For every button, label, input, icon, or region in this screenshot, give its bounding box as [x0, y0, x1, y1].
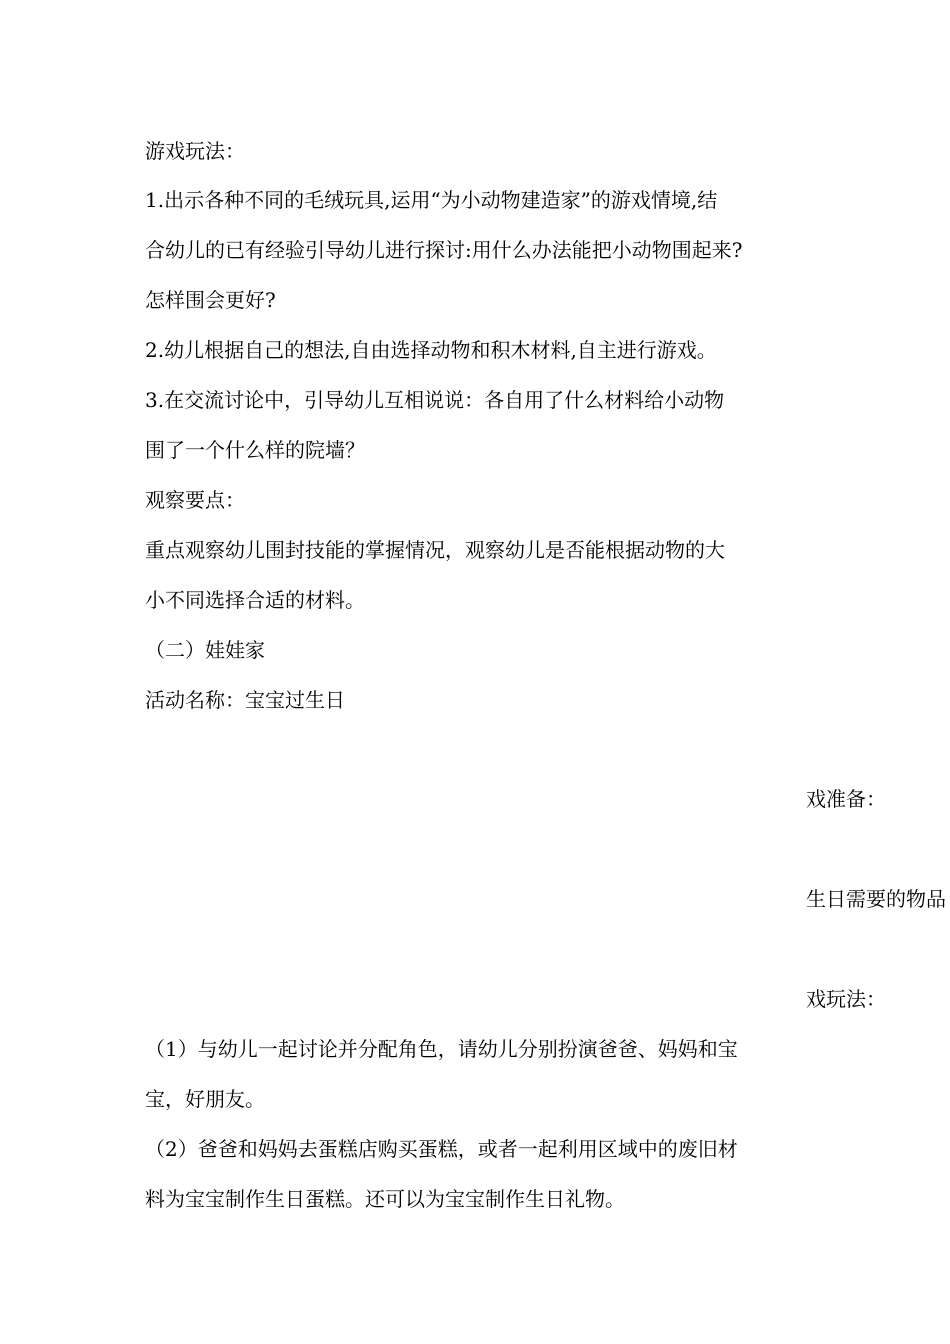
- paragraph-line: 生日需要的物品: [806, 887, 946, 911]
- heading-game-method: 戏玩法：: [806, 987, 886, 1011]
- paragraph-line: 重点观察幼儿围封技能的掌握情况，观察幼儿是否能根据动物的大: [145, 538, 725, 562]
- paragraph-line: 宝，好朋友。: [145, 1087, 265, 1111]
- activity-name: 活动名称：宝宝过生日: [145, 688, 345, 712]
- paragraph-line: （2）爸爸和妈妈去蛋糕店购买蛋糕，或者一起利用区域中的废旧材: [145, 1137, 738, 1161]
- paragraph-line: （1）与幼儿一起讨论并分配角色，请幼儿分别扮演爸爸、妈妈和宝: [145, 1037, 738, 1061]
- paragraph-line: 2.幼儿根据自己的想法,自由选择动物和积木材料,自主进行游戏。: [145, 338, 717, 362]
- paragraph-line: 怎样围会更好?: [145, 288, 276, 312]
- paragraph-line: 料为宝宝制作生日蛋糕。还可以为宝宝制作生日礼物。: [145, 1187, 625, 1211]
- paragraph-line: 合幼儿的已有经验引导幼儿进行探讨:用什么办法能把小动物围起来?: [145, 238, 743, 262]
- heading-observation-points: 观察要点：: [145, 488, 245, 512]
- paragraph-line: 3.在交流讨论中，引导幼儿互相说说：各自用了什么材料给小动物: [145, 388, 725, 412]
- paragraph-line: 围了一个什么样的院墙？: [145, 438, 365, 462]
- heading-game-method: 游戏玩法：: [145, 139, 245, 163]
- paragraph-line: 1.出示各种不同的毛绒玩具,运用“为小动物建造家”的游戏情境,结: [145, 188, 718, 212]
- paragraph-line: 小不同选择合适的材料。: [145, 588, 365, 612]
- heading-game-preparation: 戏准备：: [806, 787, 886, 811]
- section-heading-doll-house: （二）娃娃家: [145, 638, 265, 662]
